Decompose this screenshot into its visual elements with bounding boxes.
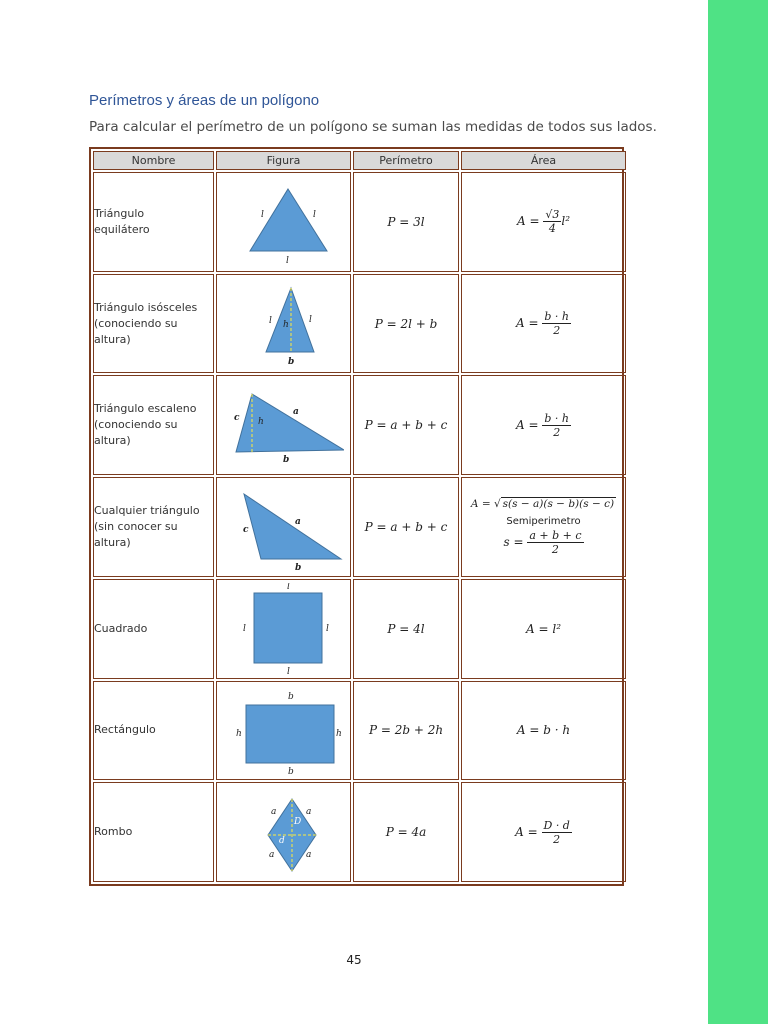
- label-height-h: h: [335, 729, 342, 740]
- label-side-c: c: [233, 413, 239, 424]
- isosceles-triangle-figure: [216, 274, 351, 374]
- table-row: [93, 782, 626, 882]
- shape-name: Cuadrado: [93, 579, 214, 679]
- label-diagonal-D: D: [293, 817, 301, 828]
- label-side-l: l: [268, 315, 272, 326]
- area-formula: A = $\frac{D \cdot d}{2}$: [461, 782, 626, 882]
- label-side-l: l: [242, 623, 246, 634]
- label-side-a: a: [305, 850, 311, 861]
- label-side-a: a: [305, 807, 311, 818]
- area-formula: A = $\frac{b \cdot h}{2}$: [461, 375, 626, 475]
- header-perimetro: Perímetro: [353, 151, 459, 170]
- perimeter-formula: P = 3l: [353, 172, 459, 272]
- shape-name: Triángulo isósceles (conociendo su altura): [93, 274, 214, 374]
- scalene-triangle-figure: [216, 375, 351, 475]
- table-header-row: [93, 151, 626, 170]
- table-row: [93, 681, 626, 781]
- label-side-l: l: [312, 209, 316, 220]
- area-formula: A = l²: [461, 579, 626, 679]
- shape-name: Triángulo equilátero: [93, 172, 214, 272]
- green-side-bar: [708, 0, 768, 1024]
- area-formula: A = b · h: [461, 681, 626, 781]
- square-figure: [216, 579, 351, 679]
- header-figura: Figura: [216, 151, 351, 170]
- label-base-b: b: [282, 455, 289, 466]
- header-nombre: Nombre: [93, 151, 214, 170]
- rectangle-figure: [216, 681, 351, 781]
- intro-text: Para calcular el perímetro de un polígono se suman las medidas de todos sus lados.: [89, 119, 657, 135]
- page-number: 45: [346, 953, 362, 967]
- polygon-table: [89, 147, 624, 886]
- table-row: [93, 274, 626, 374]
- shape-name: Rectángulo: [93, 681, 214, 781]
- perimeter-formula: P = 4a: [353, 782, 459, 882]
- label-base-b: b: [287, 356, 294, 367]
- table-row: [93, 477, 626, 577]
- label-side-l: l: [260, 209, 264, 220]
- area-formula: A = $\frac{√3}{4}$ l²: [461, 172, 626, 272]
- label-side-c: c: [242, 524, 248, 535]
- shape-name: Cualquier triángulo (sin conocer su altura): [93, 477, 214, 577]
- perimeter-formula: P = a + b + c: [353, 375, 459, 475]
- perimeter-formula: P = 4l: [353, 579, 459, 679]
- label-side-l: l: [286, 582, 290, 592]
- shape-name: Triángulo escaleno (conociendo su altura): [93, 375, 214, 475]
- label-height-h: h: [282, 319, 289, 330]
- table-row: [93, 172, 626, 272]
- label-height-h: h: [257, 417, 264, 428]
- table-row: [93, 579, 626, 679]
- semiperimeter-formula: s = $\frac{a + b + c}{2}$: [503, 528, 582, 556]
- perimeter-formula: P = 2b + 2h: [353, 681, 459, 781]
- shape-name: Rombo: [93, 782, 214, 882]
- label-side-a: a: [268, 850, 274, 861]
- equilateral-triangle-figure: [216, 172, 351, 272]
- label-side-a: a: [270, 807, 276, 818]
- rhombus-figure: [216, 782, 351, 882]
- label-base-b: b: [287, 692, 294, 703]
- perimeter-formula: P = 2l + b: [353, 274, 459, 374]
- heron-formula: A = √ s(s − a)(s − b)(s − c): [470, 497, 615, 510]
- semiperimeter-label: Semiperimetro: [506, 515, 581, 527]
- label-diagonal-d: d: [278, 836, 285, 847]
- label-side-l: l: [285, 255, 289, 266]
- label-height-h: h: [235, 729, 242, 740]
- label-base-b: b: [294, 562, 301, 572]
- header-area: Área: [461, 151, 626, 170]
- label-side-a: a: [294, 516, 301, 527]
- label-side-l: l: [325, 623, 329, 634]
- label-side-l: l: [286, 666, 290, 675]
- section-title: Perímetros y áreas de un polígono: [89, 92, 320, 109]
- perimeter-formula: P = a + b + c: [353, 477, 459, 577]
- label-base-b: b: [287, 767, 294, 776]
- area-formula: A = $\frac{b \cdot h}{2}$: [461, 274, 626, 374]
- general-triangle-figure: [216, 477, 351, 577]
- label-side-a: a: [292, 407, 299, 418]
- table-row: [93, 375, 626, 475]
- label-side-l: l: [308, 314, 312, 325]
- area-formula: [461, 477, 626, 577]
